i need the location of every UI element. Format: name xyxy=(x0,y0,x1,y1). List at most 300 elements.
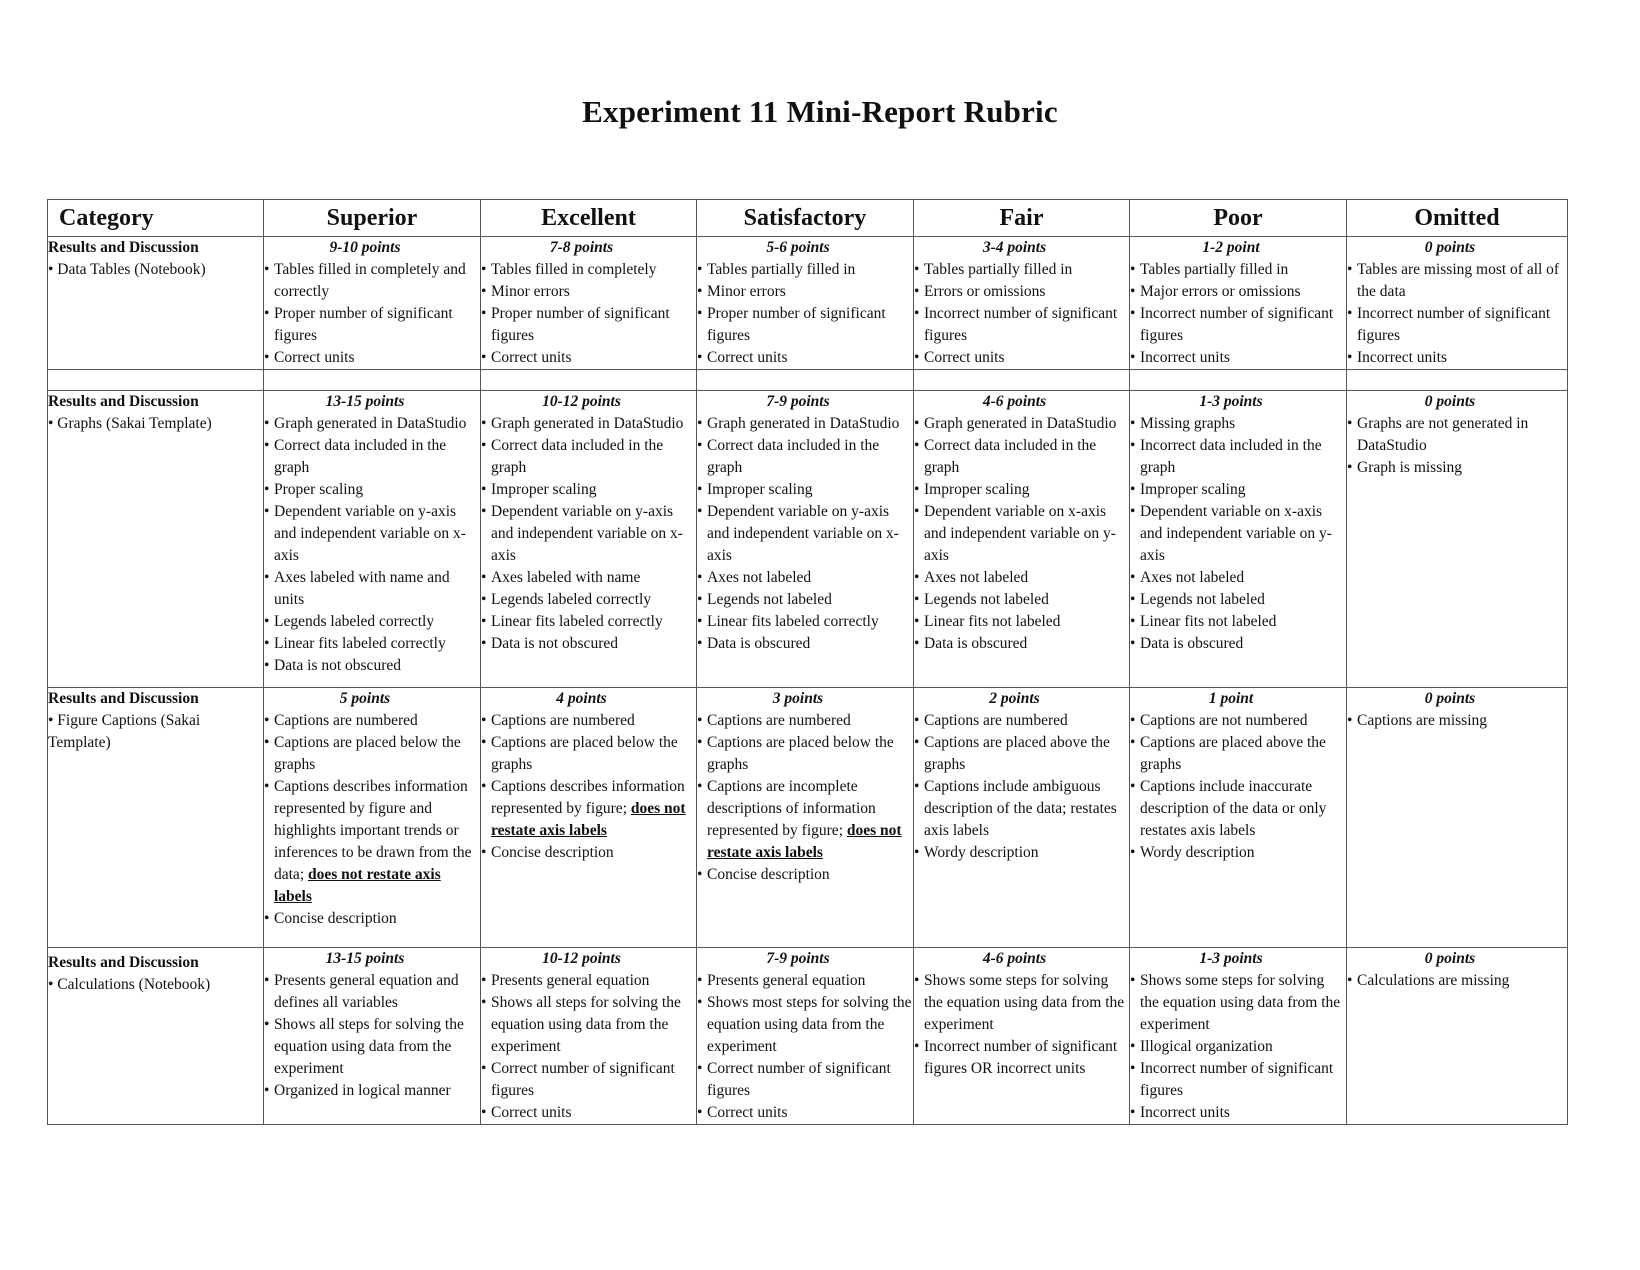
criteria-item xyxy=(697,501,913,567)
criteria-text: Proper number of significant figures xyxy=(491,305,670,344)
criteria-item xyxy=(697,1102,913,1124)
criteria-cell-fair xyxy=(914,688,1130,948)
criteria-item xyxy=(481,435,696,479)
criteria-text: Concise description xyxy=(274,910,397,927)
criteria-text: Data is not obscured xyxy=(491,635,618,652)
criteria-item xyxy=(481,1058,696,1102)
emphasis-text: does not restate axis labels xyxy=(274,866,441,905)
points-label: 10-12 points xyxy=(542,950,621,967)
criteria-cell-superior xyxy=(264,688,481,948)
criteria-text: Captions include inaccurate description of the data or only restates axis labels xyxy=(1140,778,1327,839)
criteria-text: Correct data included in the graph xyxy=(707,437,880,476)
criteria-text: Axes not labeled xyxy=(1140,569,1245,586)
criteria-text: Captions are placed below the graphs xyxy=(274,734,461,773)
criteria-text: Captions are placed below the graphs xyxy=(707,734,894,773)
points-label: 10-12 points xyxy=(542,393,621,410)
points-label: 7-8 points xyxy=(549,239,614,256)
criteria-text: Axes not labeled xyxy=(924,569,1029,586)
criteria-item xyxy=(697,611,913,633)
category-cell xyxy=(48,688,264,948)
header-satisfactory: Satisfactory xyxy=(697,200,914,237)
points-label: 1-3 points xyxy=(1199,393,1263,410)
criteria-item xyxy=(697,970,913,992)
criteria-text: Data is obscured xyxy=(707,635,811,652)
criteria-text: Correct units xyxy=(274,349,355,366)
page-title: Experiment 11 Mini-Report Rubric xyxy=(582,94,1058,129)
criteria-text: Graph generated in DataStudio xyxy=(707,415,900,432)
criteria-item xyxy=(481,732,696,776)
criteria-text: Shows some steps for solving the equation using data from the experiment xyxy=(924,972,1125,1033)
criteria-item xyxy=(914,303,1129,347)
header-omitted: Omitted xyxy=(1347,200,1568,237)
criteria-item xyxy=(264,633,480,655)
criteria-cell-fair xyxy=(914,237,1130,370)
criteria-cell-satisfactory xyxy=(697,391,914,688)
criteria-text: Correct data included in the graph xyxy=(924,437,1097,476)
criteria-text: Captions are not numbered xyxy=(1140,712,1308,729)
header-category: Category xyxy=(48,200,264,237)
criteria-text: Improper scaling xyxy=(491,481,597,498)
criteria-item xyxy=(264,347,480,369)
criteria-text: Captions are numbered xyxy=(924,712,1068,729)
criteria-item xyxy=(1130,710,1346,732)
criteria-cell-fair xyxy=(914,948,1130,1125)
criteria-text: Correct units xyxy=(491,1104,572,1121)
criteria-text: Correct units xyxy=(707,1104,788,1121)
criteria-text: Shows some steps for solving the equation using data from the experiment xyxy=(1140,972,1341,1033)
criteria-item xyxy=(697,992,913,1058)
category-subitem: • Graphs (Sakai Template) xyxy=(48,415,212,432)
criteria-text: Captions are incomplete descriptions of information represented by figure; xyxy=(707,778,876,839)
criteria-item xyxy=(914,776,1129,842)
spacer-cell xyxy=(481,370,697,391)
criteria-item xyxy=(914,1036,1129,1080)
criteria-list xyxy=(264,710,480,930)
criteria-list xyxy=(914,970,1129,1080)
criteria-text: Wordy description xyxy=(924,844,1039,861)
criteria-text: Graph is missing xyxy=(1357,459,1463,476)
criteria-item xyxy=(697,281,913,303)
criteria-item xyxy=(1130,281,1346,303)
criteria-item xyxy=(914,842,1129,864)
criteria-text: Incorrect number of significant figures xyxy=(1357,305,1551,344)
criteria-list xyxy=(1347,259,1567,369)
criteria-text: Presents general equation xyxy=(491,972,650,989)
criteria-item xyxy=(481,633,696,655)
points-label: 0 points xyxy=(1424,690,1476,707)
criteria-text: Presents general equation and defines all variables xyxy=(274,972,459,1011)
criteria-item xyxy=(481,710,696,732)
category-subitem: • Figure Captions (Sakai Template) xyxy=(48,712,201,751)
criteria-item xyxy=(914,281,1129,303)
criteria-item xyxy=(697,633,913,655)
points-label: 13-15 points xyxy=(325,950,405,967)
header-fair: Fair xyxy=(914,200,1130,237)
criteria-list xyxy=(697,710,913,886)
category-title: Results and Discussion xyxy=(48,393,199,410)
criteria-text: Improper scaling xyxy=(924,481,1030,498)
criteria-cell-satisfactory xyxy=(697,948,914,1125)
criteria-text: Correct units xyxy=(707,349,788,366)
criteria-item xyxy=(481,589,696,611)
criteria-item xyxy=(264,970,480,1014)
criteria-item xyxy=(697,413,913,435)
criteria-item xyxy=(264,611,480,633)
criteria-text: Correct units xyxy=(491,349,572,366)
criteria-item xyxy=(1130,633,1346,655)
criteria-item xyxy=(1347,710,1567,732)
criteria-text: Incorrect number of significant figures xyxy=(1140,1060,1334,1099)
criteria-list xyxy=(264,413,480,677)
criteria-list xyxy=(1130,413,1346,655)
criteria-text: Captions are numbered xyxy=(491,712,635,729)
criteria-text: Shows most steps for solving the equation using data from the experiment xyxy=(707,994,912,1055)
criteria-item xyxy=(481,992,696,1058)
criteria-cell-excellent xyxy=(481,948,697,1125)
criteria-text: Improper scaling xyxy=(707,481,813,498)
emphasis-text: does not restate axis labels xyxy=(491,800,686,839)
criteria-item xyxy=(914,970,1129,1036)
criteria-item xyxy=(264,567,480,611)
criteria-item xyxy=(697,776,913,864)
criteria-item xyxy=(1130,567,1346,589)
criteria-item xyxy=(264,413,480,435)
criteria-item xyxy=(1130,1058,1346,1102)
criteria-item xyxy=(914,633,1129,655)
criteria-item xyxy=(914,567,1129,589)
criteria-item xyxy=(481,567,696,589)
criteria-item xyxy=(697,435,913,479)
spacer-cell xyxy=(48,370,264,391)
criteria-text: Tables partially filled in xyxy=(1140,261,1289,278)
category-subitem: • Data Tables (Notebook) xyxy=(48,261,206,278)
criteria-list xyxy=(697,413,913,655)
criteria-text: Legends labeled correctly xyxy=(274,613,435,630)
criteria-item xyxy=(481,413,696,435)
criteria-item xyxy=(264,435,480,479)
header-row xyxy=(48,200,1568,237)
criteria-text: Captions include ambiguous description of the data; restates axis labels xyxy=(924,778,1117,839)
criteria-item xyxy=(914,259,1129,281)
criteria-list xyxy=(1130,259,1346,369)
criteria-item xyxy=(1347,303,1567,347)
table-row xyxy=(48,948,1568,1125)
criteria-item xyxy=(481,281,696,303)
points-label: 7-9 points xyxy=(766,950,830,967)
criteria-text: Dependent variable on x-axis and independent variable on y-axis xyxy=(924,503,1116,564)
criteria-item xyxy=(1130,611,1346,633)
criteria-list xyxy=(481,970,696,1124)
category-cell xyxy=(48,948,264,1125)
criteria-item xyxy=(1130,413,1346,435)
criteria-list xyxy=(914,259,1129,369)
category-title: Results and Discussion xyxy=(48,690,199,707)
criteria-text: Illogical organization xyxy=(1140,1038,1273,1055)
criteria-item xyxy=(914,413,1129,435)
criteria-item xyxy=(1347,413,1567,457)
criteria-cell-poor xyxy=(1130,688,1347,948)
criteria-item xyxy=(264,655,480,677)
criteria-item xyxy=(914,611,1129,633)
category-title: Results and Discussion xyxy=(48,954,199,971)
criteria-item xyxy=(1130,501,1346,567)
criteria-list xyxy=(697,259,913,369)
points-label: 1 point xyxy=(1208,690,1254,707)
criteria-text: Captions are missing xyxy=(1357,712,1488,729)
criteria-list xyxy=(1130,710,1346,864)
criteria-item xyxy=(914,732,1129,776)
criteria-text: Shows all steps for solving the equation using data from the experiment xyxy=(274,1016,464,1077)
criteria-cell-poor xyxy=(1130,237,1347,370)
header-excellent: Excellent xyxy=(481,200,697,237)
criteria-item xyxy=(481,1102,696,1124)
criteria-item xyxy=(264,732,480,776)
points-label: 0 points xyxy=(1424,239,1476,256)
criteria-item xyxy=(1130,479,1346,501)
criteria-text: Graphs are not generated in DataStudio xyxy=(1357,415,1529,454)
criteria-cell-omitted xyxy=(1347,948,1568,1125)
criteria-item xyxy=(1130,970,1346,1036)
criteria-item xyxy=(1130,1102,1346,1124)
criteria-item xyxy=(481,259,696,281)
points-label: 2 points xyxy=(989,690,1040,707)
criteria-cell-omitted xyxy=(1347,391,1568,688)
criteria-list xyxy=(914,413,1129,655)
criteria-cell-fair xyxy=(914,391,1130,688)
criteria-item xyxy=(264,479,480,501)
criteria-item xyxy=(264,710,480,732)
criteria-item xyxy=(264,501,480,567)
category-title: Results and Discussion xyxy=(48,239,199,256)
criteria-text: Dependent variable on x-axis and independent variable on y-axis xyxy=(1140,503,1332,564)
criteria-item xyxy=(1130,347,1346,369)
criteria-item xyxy=(1347,347,1567,369)
criteria-text: Correct data included in the graph xyxy=(274,437,447,476)
criteria-cell-excellent xyxy=(481,688,697,948)
rubric-body xyxy=(48,237,1568,1125)
table-row xyxy=(48,237,1568,370)
points-label: 3 points xyxy=(772,690,824,707)
criteria-text: Captions are placed above the graphs xyxy=(1140,734,1326,773)
criteria-text: Major errors or omissions xyxy=(1140,283,1301,300)
criteria-text: Axes not labeled xyxy=(707,569,812,586)
criteria-text: Tables partially filled in xyxy=(924,261,1073,278)
criteria-text: Tables partially filled in xyxy=(707,261,856,278)
criteria-text: Organized in logical manner xyxy=(274,1082,451,1099)
spacer-cell xyxy=(1347,370,1568,391)
criteria-text: Correct number of significant figures xyxy=(707,1060,891,1099)
criteria-cell-poor xyxy=(1130,948,1347,1125)
criteria-list xyxy=(481,259,696,369)
criteria-text: Incorrect number of significant figures OR incorrect units xyxy=(924,1038,1118,1077)
criteria-text: Captions are numbered xyxy=(707,712,851,729)
criteria-item xyxy=(697,589,913,611)
criteria-cell-excellent xyxy=(481,391,697,688)
criteria-item xyxy=(914,501,1129,567)
points-label: 0 points xyxy=(1424,393,1476,410)
criteria-item xyxy=(697,347,913,369)
criteria-text: Graph generated in DataStudio xyxy=(274,415,467,432)
criteria-list xyxy=(1130,970,1346,1124)
points-label: 5 points xyxy=(339,690,391,707)
criteria-list xyxy=(1347,413,1567,479)
spacer-row xyxy=(48,370,1568,391)
criteria-item xyxy=(914,479,1129,501)
points-label: 5-6 points xyxy=(766,239,830,256)
criteria-text: Incorrect units xyxy=(1140,349,1230,366)
spacer-cell xyxy=(264,370,481,391)
spacer-cell xyxy=(697,370,914,391)
criteria-text: Captions describes information represented by figure; xyxy=(491,778,685,817)
criteria-text: Graph generated in DataStudio xyxy=(491,415,684,432)
criteria-item xyxy=(481,501,696,567)
criteria-item xyxy=(1130,842,1346,864)
criteria-item xyxy=(481,970,696,992)
criteria-text: Legends not labeled xyxy=(924,591,1049,608)
criteria-text: Proper number of significant figures xyxy=(707,305,886,344)
criteria-text: Proper scaling xyxy=(274,481,364,498)
criteria-text: Incorrect number of significant figures xyxy=(924,305,1118,344)
criteria-item xyxy=(697,479,913,501)
criteria-item xyxy=(914,589,1129,611)
criteria-item xyxy=(1130,435,1346,479)
criteria-item xyxy=(1130,303,1346,347)
criteria-item xyxy=(914,710,1129,732)
criteria-item xyxy=(264,1014,480,1080)
criteria-text: Captions describes information represented by figure and highlights important trends or inferences to be drawn from the data; xyxy=(274,778,472,883)
criteria-text: Legends not labeled xyxy=(707,591,832,608)
criteria-list xyxy=(481,413,696,655)
category-subitem: • Calculations (Notebook) xyxy=(48,976,211,993)
criteria-item xyxy=(481,347,696,369)
criteria-text: Concise description xyxy=(491,844,614,861)
criteria-text: Wordy description xyxy=(1140,844,1255,861)
points-label: 4-6 points xyxy=(982,393,1047,410)
criteria-text: Incorrect data included in the graph xyxy=(1140,437,1322,476)
points-label: 4-6 points xyxy=(982,950,1047,967)
criteria-text: Incorrect units xyxy=(1140,1104,1230,1121)
criteria-text: Shows all steps for solving the equation using data from the experiment xyxy=(491,994,681,1055)
criteria-text: Dependent variable on y-axis and independent variable on x-axis xyxy=(707,503,899,564)
criteria-item xyxy=(697,259,913,281)
spacer-cell xyxy=(914,370,1130,391)
criteria-item xyxy=(1130,589,1346,611)
spacer-cell xyxy=(1130,370,1347,391)
criteria-item xyxy=(1347,259,1567,303)
criteria-item xyxy=(914,347,1129,369)
criteria-text: Linear fits not labeled xyxy=(1140,613,1277,630)
criteria-text: Incorrect number of significant figures xyxy=(1140,305,1334,344)
criteria-text: Linear fits labeled correctly xyxy=(491,613,663,630)
criteria-text: Legends labeled correctly xyxy=(491,591,652,608)
criteria-item xyxy=(264,259,480,303)
criteria-text: Captions are numbered xyxy=(274,712,418,729)
header-poor: Poor xyxy=(1130,200,1347,237)
criteria-item xyxy=(914,435,1129,479)
criteria-text: Linear fits labeled correctly xyxy=(274,635,446,652)
criteria-text: Data is obscured xyxy=(1140,635,1244,652)
criteria-item xyxy=(481,479,696,501)
criteria-cell-omitted xyxy=(1347,237,1568,370)
criteria-item xyxy=(481,303,696,347)
criteria-text: Legends not labeled xyxy=(1140,591,1265,608)
criteria-list xyxy=(264,259,480,369)
criteria-list xyxy=(697,970,913,1124)
criteria-item xyxy=(481,776,696,842)
criteria-text: Correct number of significant figures xyxy=(491,1060,675,1099)
criteria-item xyxy=(697,732,913,776)
points-label: 4 points xyxy=(556,690,607,707)
criteria-cell-superior xyxy=(264,391,481,688)
criteria-cell-excellent xyxy=(481,237,697,370)
criteria-cell-superior xyxy=(264,948,481,1125)
category-cell xyxy=(48,237,264,370)
criteria-text: Tables are missing most of all of the data xyxy=(1357,261,1560,300)
criteria-text: Minor errors xyxy=(491,283,570,300)
points-label: 1-3 points xyxy=(1199,950,1263,967)
criteria-text: Linear fits not labeled xyxy=(924,613,1061,630)
criteria-text: Incorrect units xyxy=(1357,349,1447,366)
points-label: 13-15 points xyxy=(325,393,405,410)
points-label: 3-4 points xyxy=(982,239,1047,256)
criteria-text: Calculations are missing xyxy=(1357,972,1510,989)
criteria-text: Presents general equation xyxy=(707,972,866,989)
criteria-item xyxy=(264,1080,480,1102)
criteria-item xyxy=(481,842,696,864)
criteria-text: Tables filled in completely xyxy=(491,261,657,278)
criteria-list xyxy=(914,710,1129,864)
criteria-item xyxy=(264,908,480,930)
criteria-list xyxy=(264,970,480,1102)
criteria-cell-poor xyxy=(1130,391,1347,688)
criteria-text: Dependent variable on y-axis and independent variable on x-axis xyxy=(491,503,683,564)
criteria-item xyxy=(1130,1036,1346,1058)
criteria-item xyxy=(697,710,913,732)
criteria-item xyxy=(1130,259,1346,281)
criteria-list xyxy=(1347,710,1567,732)
criteria-item xyxy=(697,864,913,886)
criteria-text: Captions are placed below the graphs xyxy=(491,734,678,773)
criteria-item xyxy=(1347,457,1567,479)
criteria-item xyxy=(1130,776,1346,842)
table-row xyxy=(48,688,1568,948)
criteria-cell-superior xyxy=(264,237,481,370)
criteria-cell-satisfactory xyxy=(697,688,914,948)
category-cell xyxy=(48,391,264,688)
points-label: 0 points xyxy=(1424,950,1476,967)
points-label: 9-10 points xyxy=(329,239,401,256)
rubric-table xyxy=(47,199,1568,1125)
criteria-text: Correct units xyxy=(924,349,1005,366)
points-label: 1-2 point xyxy=(1202,239,1260,256)
criteria-cell-satisfactory xyxy=(697,237,914,370)
criteria-text: Concise description xyxy=(707,866,830,883)
criteria-text: Correct data included in the graph xyxy=(491,437,664,476)
criteria-text: Captions are placed above the graphs xyxy=(924,734,1110,773)
criteria-text: Axes labeled with name xyxy=(491,569,641,586)
criteria-item xyxy=(697,567,913,589)
emphasis-text: does not restate axis labels xyxy=(707,822,902,861)
criteria-item xyxy=(264,776,480,908)
criteria-text: Missing graphs xyxy=(1140,415,1236,432)
criteria-text: Axes labeled with name and units xyxy=(274,569,450,608)
criteria-text: Data is not obscured xyxy=(274,657,401,674)
criteria-item xyxy=(264,303,480,347)
criteria-list xyxy=(481,710,696,864)
table-row xyxy=(48,391,1568,688)
criteria-item xyxy=(1347,970,1567,992)
criteria-text: Improper scaling xyxy=(1140,481,1246,498)
